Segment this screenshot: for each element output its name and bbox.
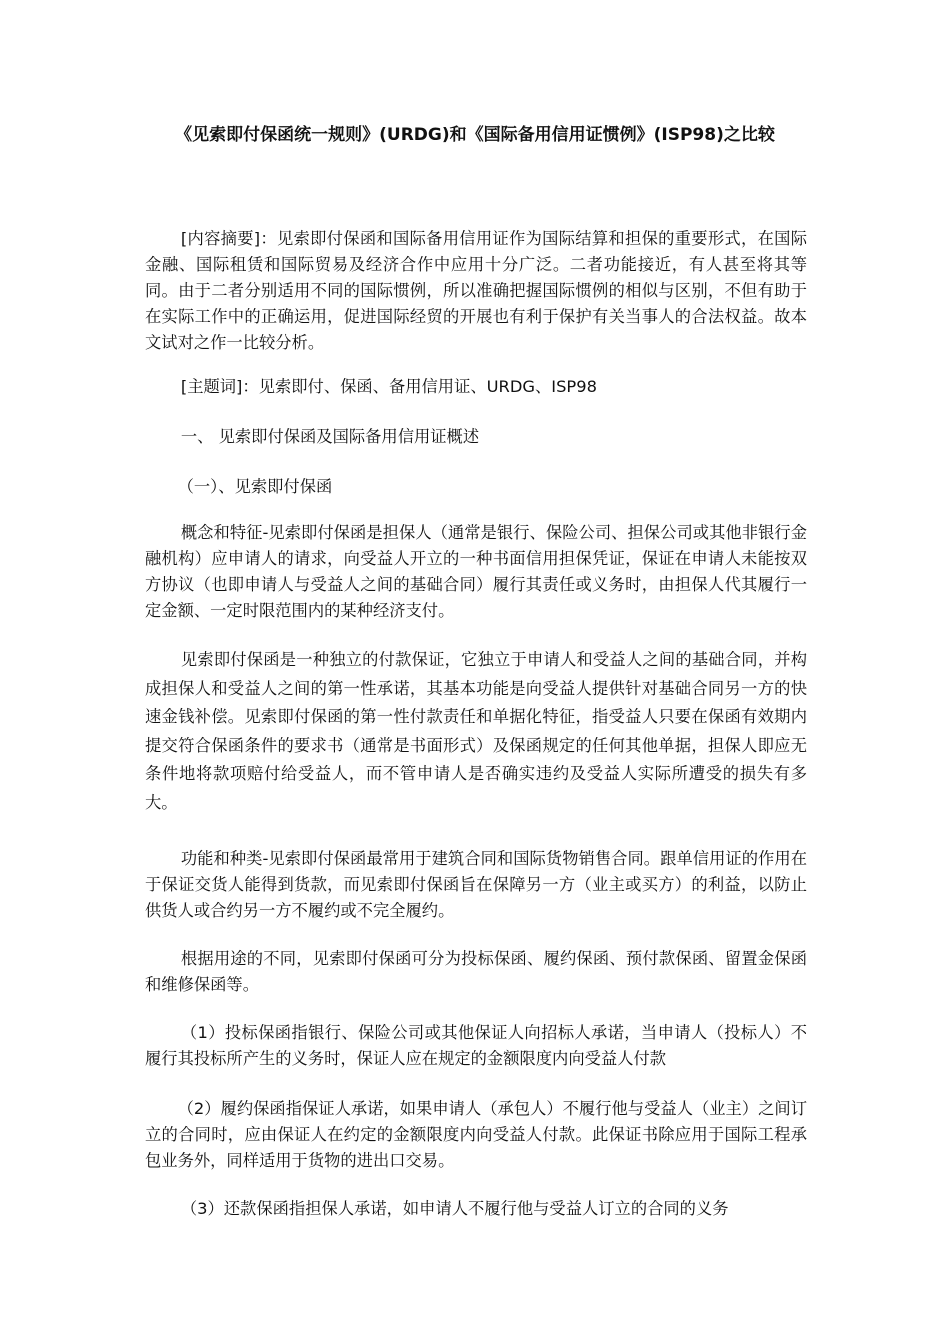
document-title: 《见索即付保函统一规则》(URDG)和《国际备用信用证惯例》(ISP98)之比较 xyxy=(175,125,775,145)
concept-paragraph: 概念和特征-见索即付保函是担保人（通常是银行、保险公司、担保公司或其他非银行金融机构）应申请人的请求，向受益人开立的一种书面信用担保凭证，保证在申请人未能按双方协议（也即申请人与受益人之间的基础合同）履行其责任或义务时，由担保人代其履行一定金额、一定时限范围内的某种经济支付。 xyxy=(145,523,807,620)
function-paragraph: 功能和种类-见索即付保函最常用于建筑合同和国际货物销售合同。跟单信用证的作用在于保证交货人能得到货款，而见索即付保函旨在保障另一方（业主或买方）的利益，以防止供货人或合约另一方不履约或不完全履约。 xyxy=(145,849,807,920)
keywords-paragraph: [主题词]：见索即付、保函、备用信用证、URDG、ISP98 xyxy=(180,377,597,396)
repayment-guarantee-paragraph: （3）还款保函指担保人承诺，如申请人不履行他与受益人订立的合同的义务 xyxy=(180,1199,729,1218)
section-heading-1: 一、 见索即付保函及国际备用信用证概述 xyxy=(180,427,480,446)
subsection-heading-1: （一）、见索即付保函 xyxy=(177,477,333,496)
types-paragraph: 根据用途的不同，见索即付保函可分为投标保函、履约保函、预付款保函、留置金保函和维修保函等。 xyxy=(145,949,807,994)
independence-paragraph: 见索即付保函是一种独立的付款保证，它独立于申请人和受益人之间的基础合同，并构成担保人和受益人之间的第一性承诺，其基本功能是向受益人提供针对基础合同另一方的快速金钱补偿。见索即付保函的第一性付款责任和单据化特征，指受益人只要在保函有效期内提交符合保函条件的要求书（通常是书面形式）及保函规定的任何其他单据，担保人即应无条件地将款项赔付给受益人，而不管申请人是否确实违约及受益人实际所遭受的损失有多大。 xyxy=(145,650,807,812)
abstract-paragraph: [内容摘要]：见索即付保函和国际备用信用证作为国际结算和担保的重要形式，在国际金融、国际租赁和国际贸易及经济合作中应用十分广泛。二者功能接近，有人甚至将其等同。由于二者分别适用不同的国际惯例，所以准确把握国际惯例的相似与区别，不但有助于在实际工作中的正确运用，促进国际经贸的开展也有利于保护有关当事人的合法权益。故本文试对之作一比较分析。 xyxy=(145,229,807,352)
performance-guarantee-paragraph: （2）履约保函指保证人承诺，如果申请人（承包人）不履行他与受益人（业主）之间订立的合同时，应由保证人在约定的金额限度内向受益人付款。此保证书除应用于国际工程承包业务外，同样适用于货物的进出口交易。 xyxy=(145,1099,807,1170)
bid-guarantee-paragraph: （1）投标保函指银行、保险公司或其他保证人向招标人承诺，当申请人（投标人）不履行其投标所产生的义务时，保证人应在规定的金额限度内向受益人付款 xyxy=(145,1023,807,1068)
